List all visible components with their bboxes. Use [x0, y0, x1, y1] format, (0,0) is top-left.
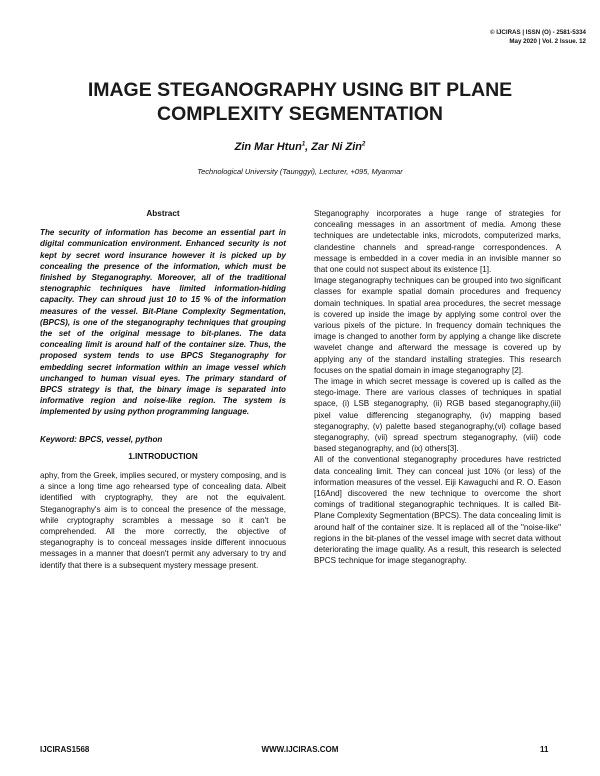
- right-column: [314, 208, 561, 567]
- author-2: Zar Ni Zin: [311, 141, 363, 153]
- keywords: Keyword: BPCS, vessel, python: [40, 434, 163, 444]
- footer-website: WWW.IJCIRAS.COM: [261, 745, 339, 754]
- title-line-2: COMPLEXITY SEGMENTATION: [156, 103, 444, 125]
- abstract-heading: Abstract: [146, 209, 180, 218]
- footer-page-number: 11: [540, 745, 549, 754]
- right-paragraph-4: All of the conventional steganography procedures have restricted data concealing limit. They can conceal just 10% (or less) of the information measures of the vessel. Eiji Kawaguchi and R. O. Eason [16And] discovered the new technique to overcome the short comings of traditional steganographic techniques. It is called Bit-Plane Complexity Segmentation (BPCS). The data concealing limit is around half of the container size. It is replaced all of the "noise-like" regions in the bit-planes of the vessel image with secret data without deteriorating the image quality. As a result, this research is selected BPCS technique for image steganography.: [314, 455, 561, 566]
- left-column: [40, 208, 286, 571]
- footer-paper-id: IJCIRAS1568: [40, 745, 90, 754]
- journal-issue: May 2020 | Vol. 2 Issue. 12: [509, 38, 586, 45]
- affiliation: Technological University (Taunggyi), Lecturer, +095, Myanmar: [197, 167, 403, 176]
- journal-info: [490, 28, 586, 46]
- intro-paragraph: aphy, from the Greek, implies secured, or mystery composing, and is a since a long time ago rehearsed type of concealing data. Albeit identified with cryptography, they are not the equivalent. Steganography's aim is to conceal the presence of the message, while cryptography scrambles a message so it can't be comprehended. All the more correctly, the objective of steganography is to conceal messages inside different innocuous messages in a manner that doesn't permit any adversary to try and identify that there is a subsequent mystery message present.: [40, 471, 286, 570]
- author-list: [0, 141, 600, 153]
- paper-title: [40, 78, 560, 126]
- author-2-affil-mark: 2: [362, 141, 366, 148]
- right-paragraph-2: Image steganography techniques can be grouped into two significant classes for example spatial domain procedures and frequency domain techniques. In spatial area procedures, the secret message is covered up inside the image by applying some control over the various pixels of the picture. In frequency domain techniques the image is changed to another form by applying a change like discrete wavelet change and afterward the message is covered up by applying any of the standard installing strategies. This research focuses on the spatial domain in image steganography [2].: [314, 276, 561, 375]
- author-1: Zin Mar Htun: [234, 141, 302, 153]
- author-separator: ,: [305, 141, 312, 153]
- title-line-1: IMAGE STEGANOGRAPHY USING BIT PLANE: [87, 79, 513, 101]
- right-paragraph-3: The image in which secret message is covered up is called as the stego-image. There are various classes of techniques in spatial space, (i) LSB steganography, (ii) RGB based steganography,(iii) pixel value differencing steganography, (iv) mapping based steganography, (v) palette based steganography,(vi) collage based steganography, (vii) spread spectrum steganography, (viii) code based steganography, and (ix) others[3].: [314, 377, 561, 454]
- journal-issn: © IJCIRAS | ISSN (O) - 2581-5334: [489, 29, 586, 36]
- right-paragraph-1: Steganography incorporates a huge range of strategies for concealing messages in an assortment of media. Among these techniques are undetectable inks, microdots, computerized marks, clandestine channels and spread-range correspondences. A message is embedded in a cover media in an invisible manner so that one could not suspect about its existence [1].: [314, 209, 561, 275]
- intro-heading: 1.INTRODUCTION: [128, 451, 198, 461]
- author-1-affil-mark: 1: [301, 141, 306, 148]
- abstract-body: The security of information has become an essential part in digital communication environment. Enhanced security is not kept by secret word insurance however it is picked up by concealing the presence of the information, which must be finished by Steganography. Moreover, all of the traditional stenographic techniques have limited information-hiding capacity. They can shroud just 10 to 15 % of the information measures of the vessel. Bit-Plane Complexity Segmentation, (BPCS), is one of the steganography techniques that grouping the set of the original message to bit-planes. The data concealing limit is around half of the container size. Thus, the proposed system tends to use BPCS Steganography for embedding secret information within an image vessel which unchanged to human visual eyes. The primary standard of BPCS strategy is that, the binary image is separated into informative region and noise-like region. The system is implemented by using python programming language.: [40, 228, 286, 417]
